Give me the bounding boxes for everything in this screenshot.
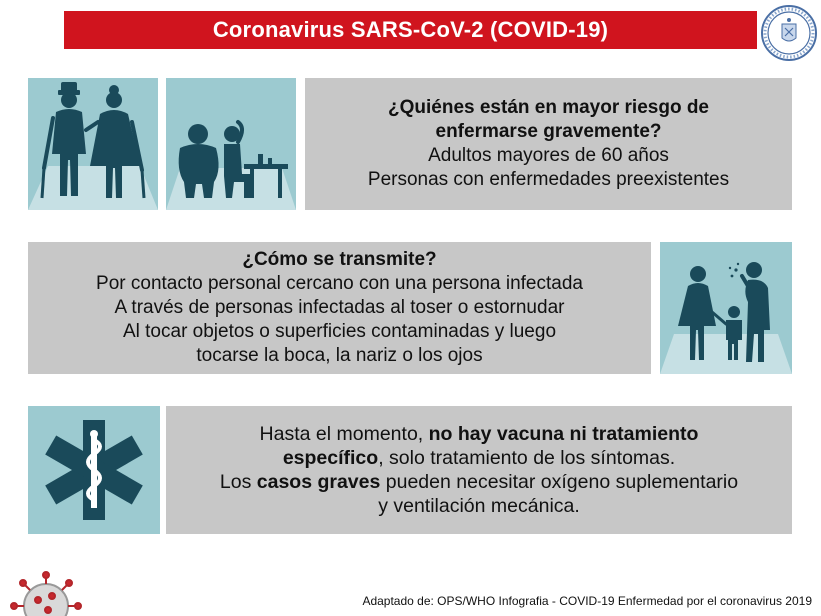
treatment-line2-bold: específico <box>282 447 379 469</box>
treatment-line1-text: Hasta el momento, <box>259 423 429 445</box>
treatment-line2-text: , solo tratamiento de los síntomas. <box>378 447 676 469</box>
page-title: Coronavirus SARS-CoV-2 (COVID-19) <box>212 17 609 42</box>
treatment-line3-pre: Los <box>219 471 257 493</box>
tile-coughing <box>660 242 792 374</box>
coughing-family-icon <box>660 242 792 374</box>
panel-risk <box>305 78 792 210</box>
tile-elderly <box>28 78 158 210</box>
transmission-line1: Por contacto personal cercano con una persona infectada <box>96 273 583 294</box>
transmission-line2: A través de personas infectadas al toser o estornudar <box>114 297 565 318</box>
source-footer: Adaptado de: OPS/WHO Infografia - COVID-19 Enfermedad por el coronavirus 2019 <box>362 594 812 608</box>
title-banner <box>64 11 757 49</box>
transmission-line4: tocarse la boca, la nariz o los ojos <box>196 345 483 366</box>
treatment-line1-bold: no hay vacuna ni tratamiento <box>428 423 699 445</box>
treatment-line3-bold: casos graves <box>256 471 381 493</box>
treatment-line1 <box>260 422 699 446</box>
panel-treatment <box>166 406 792 534</box>
risk-item-preexisting: Personas con enfermedades preexistentes <box>367 169 730 190</box>
treatment-line2 <box>283 446 675 470</box>
treatment-line4: y ventilación mecánica. <box>378 495 580 517</box>
tile-medical <box>28 406 160 534</box>
panel-transmission <box>28 242 651 374</box>
transmission-heading: ¿Cómo se transmite? <box>242 249 437 270</box>
risk-heading-line2: enfermarse gravemente? <box>435 121 662 142</box>
treatment-line3 <box>220 470 738 494</box>
treatment-line3-post: pueden necesitar oxígeno suplementario <box>380 471 739 493</box>
tile-ill-person <box>166 78 296 210</box>
star-of-life-icon <box>28 406 160 534</box>
risk-item-elderly: Adultos mayores de 60 años <box>428 145 669 166</box>
institution-seal-icon <box>760 4 818 62</box>
risk-heading-line1: ¿Quiénes están en mayor riesgo de <box>388 97 709 118</box>
transmission-line3: Al tocar objetos o superficies contaminadas y luego <box>122 321 557 342</box>
ill-person-icon <box>166 78 296 210</box>
coronavirus-icon <box>2 566 88 616</box>
elderly-couple-icon <box>28 78 158 210</box>
